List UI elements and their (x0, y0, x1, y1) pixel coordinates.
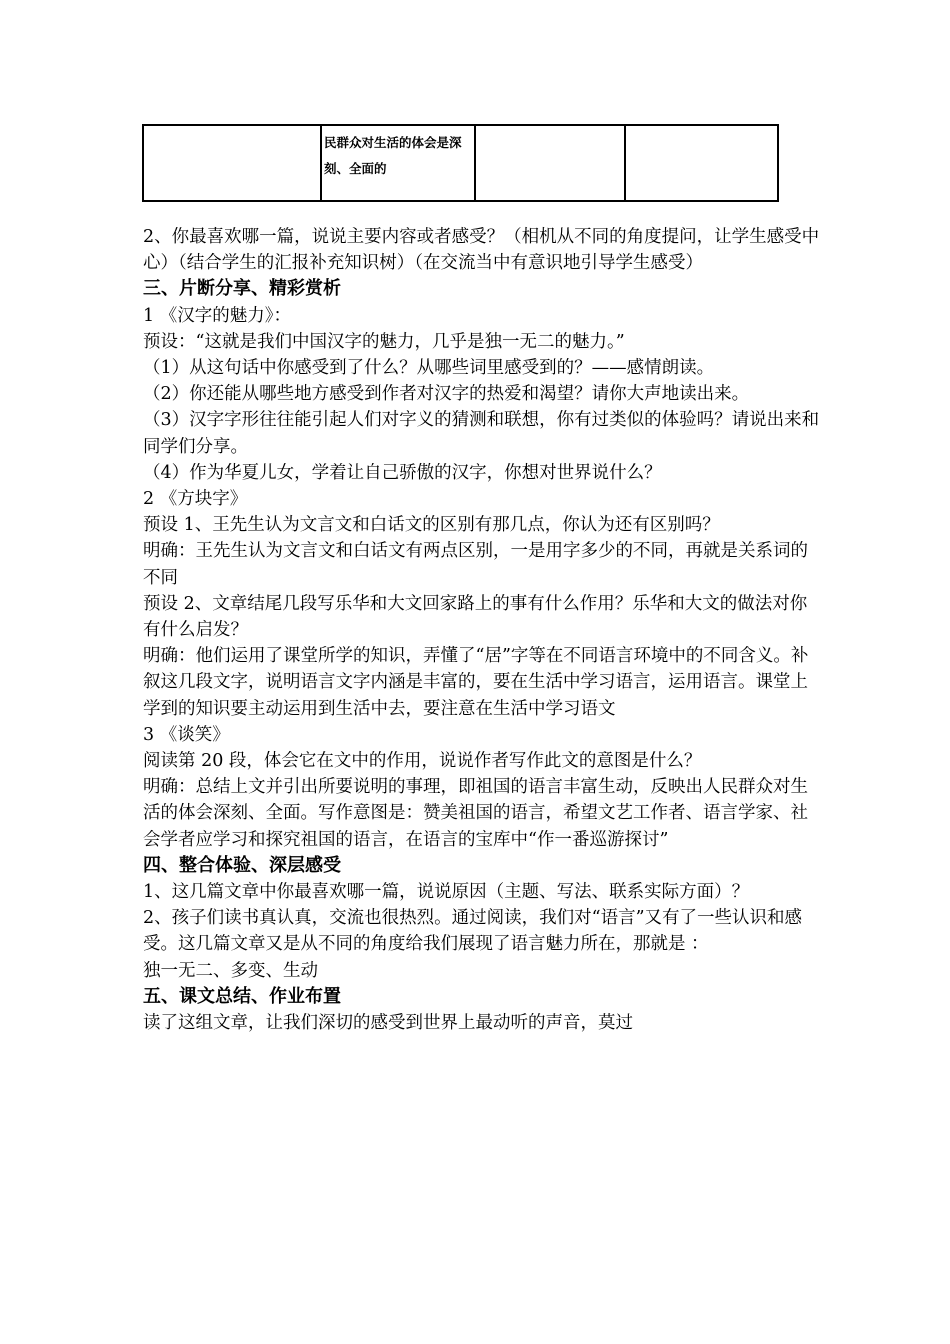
summary-table (142, 124, 779, 202)
subsection-title: 3 《谈笑》 (143, 724, 230, 745)
paragraph: 独一无二、多变、生动 (143, 960, 318, 981)
subsection-title: 1 《汉字的魅力》： (143, 305, 291, 326)
paragraph: 预设 1、王先生认为文言文和白话文的区别有那几点，你认为还有区别吗？ (143, 515, 720, 536)
paragraph: （2）你还能从哪些地方感受到作者对汉字的热爱和渴望？请你大声地读出来。 (143, 384, 750, 405)
paragraph: 预设：“这就是我们中国汉字的魅力，几乎是独一无二的魅力。” (143, 331, 625, 352)
table-cell (475, 125, 625, 201)
paragraph: 2、你最喜欢哪一篇，说说主要内容或者感受？（相机从不同的角度提问，让学生感受中心）（结合学生的汇报补充知识树）（在交流当中有意识地引导学生感受） (143, 227, 820, 274)
section-heading: 五、课文总结、作业布置 (143, 985, 341, 1007)
paragraph: 1、这几篇文章中你最喜欢哪一篇，说说原因（主题、写法、联系实际方面）？ (143, 882, 750, 903)
paragraph: （4）作为华夏儿女，学着让自己骄傲的汉字，你想对世界说什么？ (143, 462, 662, 483)
paragraph: （3）汉字字形往往能引起人们对字义的猜测和联想，你有过类似的体验吗？请说出来和同学们分享。 (143, 410, 820, 457)
paragraph: 2、孩子们读书真认真，交流也很热烈。通过阅读，我们对“语言”又有了一些认识和感受。这几篇文章又是从不同的角度给我们展现了语言魅力所在，那就是 ： (143, 908, 803, 955)
paragraph: 读了这组文章，让我们深切的感受到世界上最动听的声音，莫过 (143, 1013, 633, 1034)
paragraph: 明确：王先生认为文言文和白话文有两点区别，一是用字多少的不同，再就是关系词的不同 (143, 541, 808, 588)
table-cell: 民群众对生活的体会是深刻、全面的 (321, 125, 475, 201)
section-heading: 四、整合体验、深层感受 (143, 854, 341, 876)
document-body (143, 224, 823, 1036)
table-cell (625, 125, 778, 201)
paragraph: 明确：他们运用了课堂所学的知识，弄懂了“居”字等在不同语言环境中的不同含义。补叙这几段文字，说明语言文字内涵是丰富的，要在生活中学习语言，运用语言。课堂上学到的知识要主动运用到生活中去，要注意在生活中学习语文 (143, 646, 809, 719)
section-heading: 三、片断分享、精彩赏析 (143, 278, 341, 300)
table-cell (143, 125, 321, 201)
paragraph: 阅读第 20 段，体会它在文中的作用，说说作者写作此文的意图是什么？ (143, 751, 702, 772)
table-row (143, 125, 778, 201)
paragraph: 预设 2、文章结尾几段写乐华和大文回家路上的事有什么作用？乐华和大文的做法对你有什么启发？ (143, 593, 808, 641)
paragraph: 明确：总结上文并引出所要说明的事理，即祖国的语言丰富生动，反映出人民群众对生活的体会深刻、全面。写作意图是：赞美祖国的语言，希望文艺工作者、语言学家、社会学者应学习和探究祖国的语言，在语言的宝库中“作一番巡游探讨” (143, 777, 808, 850)
paragraph: （1）从这句话中你感受到了什么？从哪些词里感受到的？——感情朗读。 (143, 358, 715, 379)
subsection-title: 2 《方块字》 (143, 489, 248, 510)
